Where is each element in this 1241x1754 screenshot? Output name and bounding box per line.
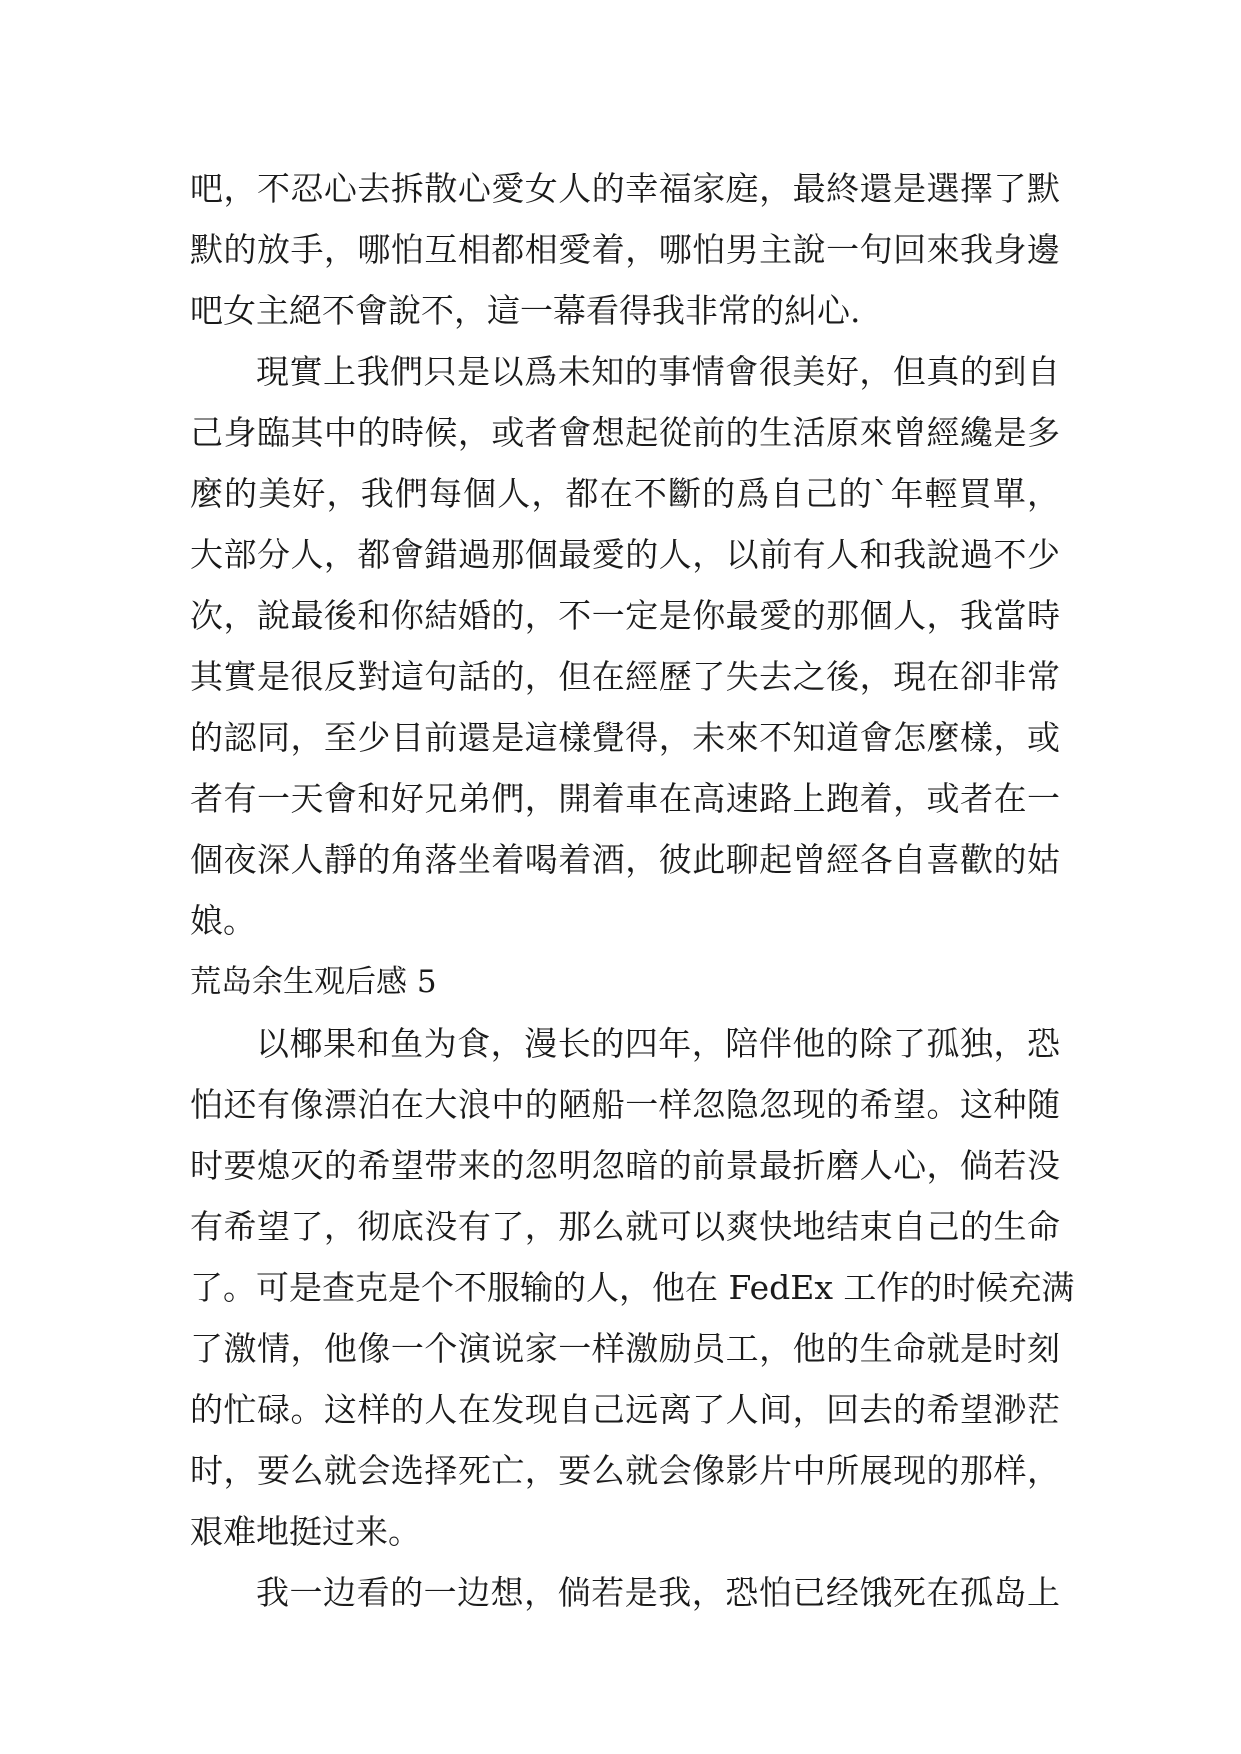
text-line: 以椰果和鱼为食，漫长的四年，陪伴他的除了孤独，恐 [256, 1024, 1060, 1063]
text-line: 默的放手，哪怕互相都相愛着，哪怕男主說一句回來我身邊 [190, 230, 1060, 269]
text-line: 的忙碌。这样的人在发现自己远离了人间，回去的希望渺茫 [190, 1390, 1060, 1429]
text-line: 有希望了，彻底没有了，那么就可以爽快地结束自己的生命 [190, 1207, 1060, 1246]
text-line: 現實上我們只是以爲未知的事情會很美好，但真的到自 [256, 352, 1060, 391]
text-line: 的認同，至少目前還是這樣覺得，未來不知道會怎麼樣，或 [190, 718, 1060, 757]
paragraph-1 [190, 158, 1060, 341]
text-line: 了激情，他像一个演说家一样激励员工，他的生命就是时刻 [190, 1329, 1060, 1368]
text-line: 时要熄灭的希望带来的忽明忽暗的前景最折磨人心，倘若没 [190, 1146, 1060, 1185]
text-line: 吧，不忍心去拆散心愛女人的幸福家庭，最終還是選擇了默 [190, 169, 1060, 208]
text-line: 我一边看的一边想，倘若是我，恐怕已经饿死在孤岛上 [256, 1573, 1060, 1612]
text-line: 麼的美好，我們每個人，都在不斷的爲自己的`年輕買單， [190, 474, 1060, 513]
text-line: 艰难地挺过来。 [190, 1512, 421, 1551]
text-line: 时，要么就会选择死亡，要么就会像影片中所展现的那样， [190, 1451, 1060, 1490]
text-line: 次，說最後和你結婚的，不一定是你最愛的那個人，我當時 [190, 596, 1060, 635]
text-line: 了。可是查克是个不服输的人，他在 FedEx 工作的时候充满 [190, 1268, 1075, 1307]
text-line: 者有一天會和好兄弟們，開着車在高速路上跑着，或者在一 [190, 779, 1060, 818]
text-line: 吧女主絕不會說不，這一幕看得我非常的糾心. [190, 291, 861, 330]
text-line: 大部分人，都會錯過那個最愛的人，以前有人和我說過不少 [190, 535, 1060, 574]
section-heading: 荒岛余生观后感 5 [190, 964, 437, 1000]
document-page [190, 158, 1075, 1623]
paragraph-2 [190, 341, 1060, 951]
paragraph-4 [190, 1562, 1060, 1623]
text-line: 其實是很反對這句話的，但在經歷了失去之後，現在卻非常 [190, 657, 1060, 696]
text-line: 娘。 [190, 901, 256, 940]
paragraph-3 [190, 1013, 1075, 1562]
text-line: 個夜深人靜的角落坐着喝着酒，彼此聊起曾經各自喜歡的姑 [190, 840, 1060, 879]
text-line: 己身臨其中的時候，或者會想起從前的生活原來曾經纔是多 [190, 413, 1060, 452]
text-line: 怕还有像漂泊在大浪中的陋船一样忽隐忽现的希望。这种随 [190, 1085, 1060, 1124]
